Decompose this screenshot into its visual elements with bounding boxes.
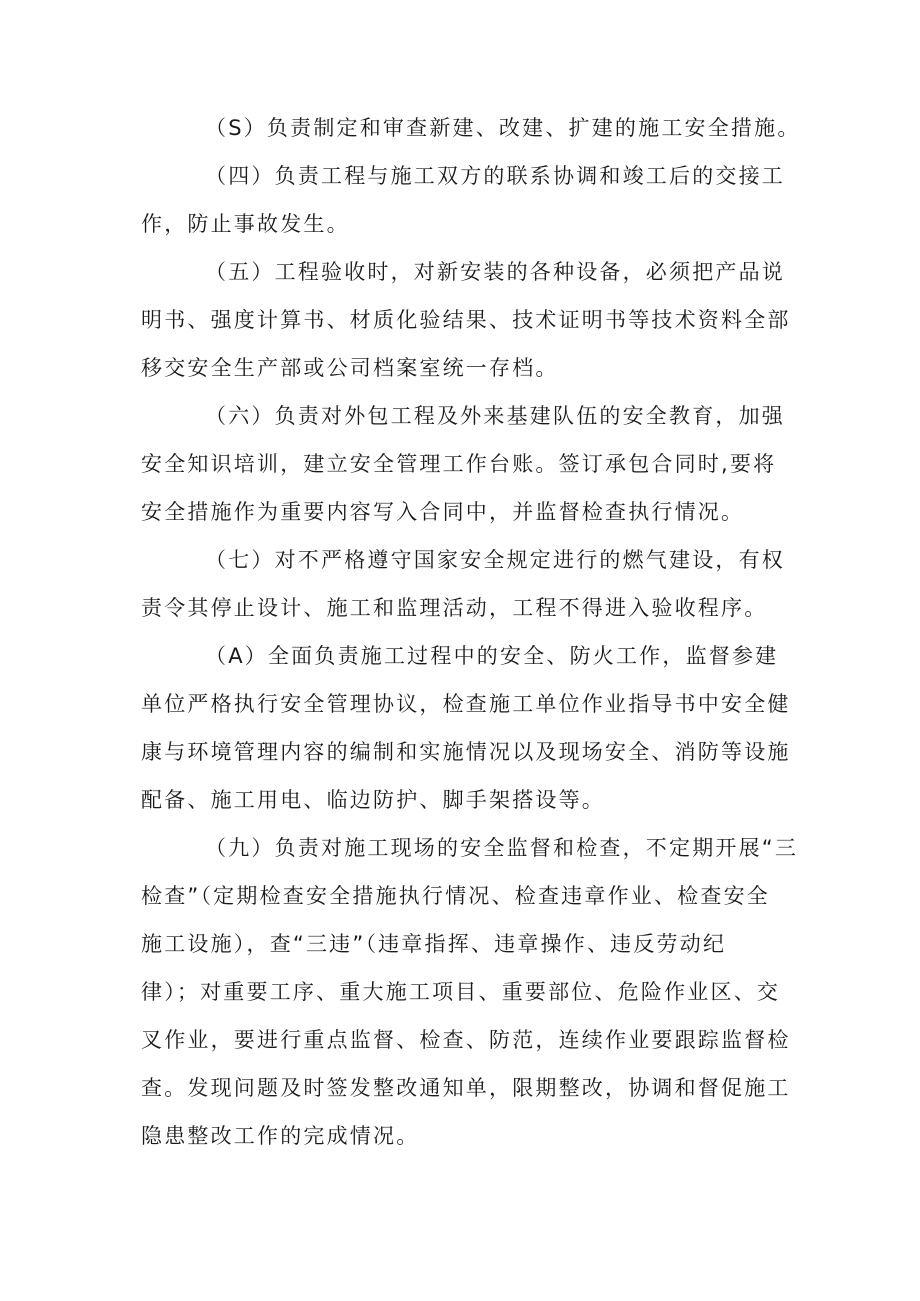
text-line: 施工设施），查“三违”（违章指挥、违章操作、违反劳动纪 [141,932,727,956]
text-line: 检查”（定期检查安全措施执行情况、检查违章作业、检查安全 [141,884,770,908]
text-line: 康与环境管理内容的编制和实施情况以及现场安全、消防等设施 [141,740,791,764]
text-line: 查。发现问题及时签发整改通知单，限期整改，协调和督促施工 [141,1076,791,1100]
text-line: （六）负责对外包工程及外来基建队伍的安全教育，加强 [205,404,785,428]
text-line: 安全措施作为重要内容写入合同中，并监督检查执行情况。 [141,500,745,524]
text-line: 隐患整改工作的完成情况。 [141,1124,420,1148]
text-line: （S）负责制定和审查新建、改建、扩建的施工安全措施。 [205,116,801,140]
text-line: 安全知识培训，建立安全管理工作台账。签订承包合同时,要将 [141,452,777,476]
text-line: 移交安全生产部或公司档案室统一存档。 [141,356,559,380]
text-line: （九）负责对施工现场的安全监督和检查，不定期开展“三 [205,836,799,860]
text-line: 叉作业，要进行重点监督、检查、防范，连续作业要跟踪监督检 [141,1028,791,1052]
text-line: 配备、施工用电、临边防护、脚手架搭设等。 [141,788,605,812]
text-line: （A）全面负责施工过程中的安全、防火工作，监督参建 [205,644,779,668]
text-line: 作，防止事故发生。 [141,212,350,236]
text-line: 责令其停止设计、施工和监理活动，工程不得进入验收程序。 [141,596,768,620]
text-line: （七）对不严格遵守国家安全规定进行的燃气建设，有权 [205,548,785,572]
document-body [141,104,801,1160]
text-line: （四）负责工程与施工双方的联系协调和竣工后的交接工 [205,164,785,188]
text-line: 单位严格执行安全管理协议，检查施工单位作业指导书中安全健 [141,692,791,716]
text-line: 律）；对重要工序、重大施工项目、重要部位、危险作业区、交 [141,980,781,1004]
text-line: （五）工程验收时，对新安装的各种设备，必须把产品说 [205,260,785,284]
text-line: 明书、强度计算书、材质化验结果、技术证明书等技术资料全部 [141,308,791,332]
